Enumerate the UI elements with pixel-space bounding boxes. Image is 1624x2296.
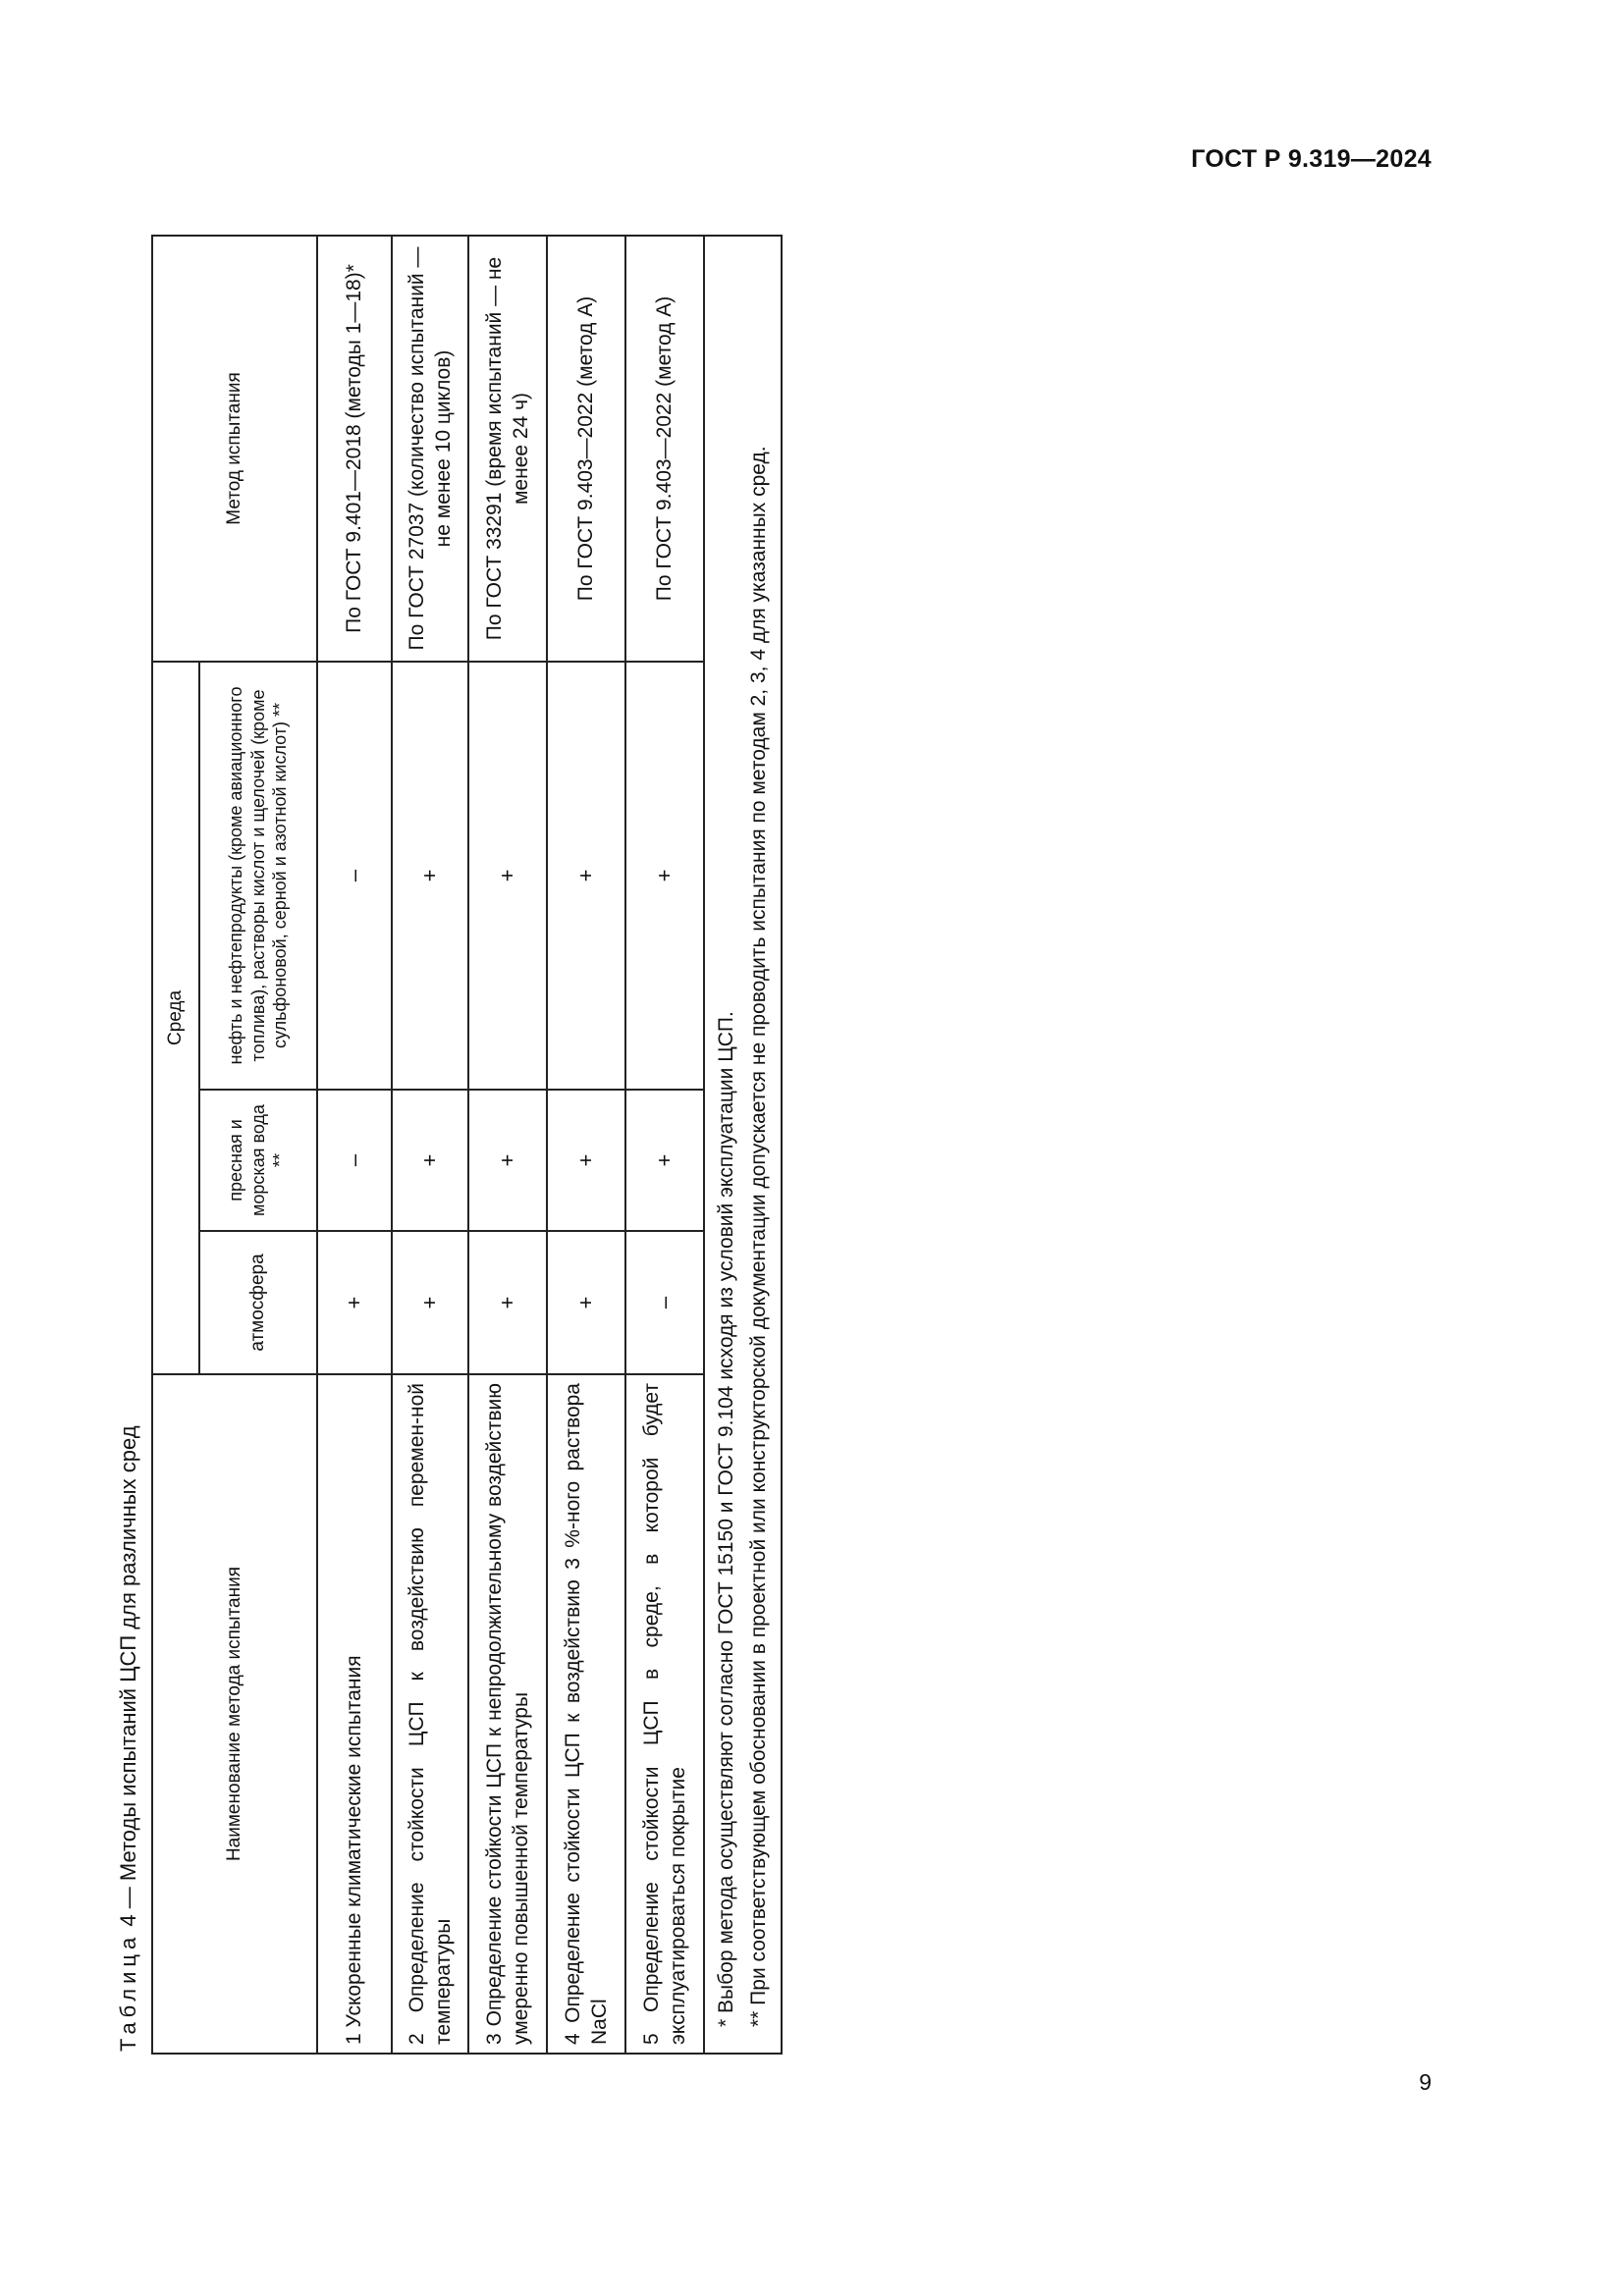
rotated-table-block bbox=[108, 4, 815, 2071]
footnote-2: ** При соответствующем обосновании в проектной или конструкторской документации допускается не проводить испытания по методам 2, 3, 4 для указанных сред. bbox=[746, 446, 770, 2027]
cell-oil: + bbox=[468, 662, 547, 1090]
cell-water: – bbox=[317, 1090, 392, 1231]
methods-table bbox=[151, 235, 783, 2055]
cell-water: + bbox=[547, 1090, 625, 1231]
header-environment: Среда bbox=[152, 662, 199, 1374]
page-number: 9 bbox=[1419, 2069, 1432, 2095]
cell-method-name: 3 Определение стойкости ЦСП к непродолжительному воздействию умеренно повышенной температуры bbox=[468, 1374, 547, 2054]
cell-atmosphere: – bbox=[625, 1231, 704, 1374]
cell-test-method: По ГОСТ 27037 (количество испытаний — не менее 10 циклов) bbox=[392, 236, 468, 662]
caption-label: Таблица bbox=[116, 1932, 140, 2052]
cell-atmosphere: + bbox=[468, 1231, 547, 1374]
table-notes bbox=[704, 236, 782, 2054]
header-method-name: Наименование метода испытания bbox=[152, 1374, 317, 2054]
cell-oil: + bbox=[392, 662, 468, 1090]
cell-oil: + bbox=[625, 662, 704, 1090]
cell-test-method: По ГОСТ 9.403—2022 (метод А) bbox=[547, 236, 625, 662]
footnote-1: * Выбор метода осуществляют согласно ГОСТ 15150 и ГОСТ 9.104 исходя из условий эксплуатации ЦСП. bbox=[715, 1011, 737, 2027]
cell-method-name: 5 Определение стойкости ЦСП в среде, в которой будет эксплуатироваться покрытие bbox=[625, 1374, 704, 2054]
table-row bbox=[468, 236, 547, 2054]
cell-oil: + bbox=[547, 662, 625, 1090]
cell-method-name: 1 Ускоренные климатические испытания bbox=[317, 1374, 392, 2054]
cell-test-method: По ГОСТ 9.401—2018 (методы 1—18)* bbox=[317, 236, 392, 662]
header-water: пресная и морская вода ** bbox=[199, 1090, 317, 1231]
table-row bbox=[625, 236, 704, 2054]
table-row bbox=[547, 236, 625, 2054]
cell-test-method: По ГОСТ 9.403—2022 (метод А) bbox=[625, 236, 704, 662]
table-row bbox=[392, 236, 468, 2054]
cell-water: + bbox=[392, 1090, 468, 1231]
document-code: ГОСТ Р 9.319—2024 bbox=[1191, 145, 1432, 173]
cell-method-name: 4 Определение стойкости ЦСП к воздействию 3 %-ного раствора NaCl bbox=[547, 1374, 625, 2054]
cell-water: + bbox=[625, 1090, 704, 1231]
caption-number: 4 bbox=[116, 1914, 140, 1927]
cell-water: + bbox=[468, 1090, 547, 1231]
table-caption bbox=[116, 1425, 141, 2052]
header-test-method: Метод испытания bbox=[152, 236, 317, 662]
cell-atmosphere: + bbox=[317, 1231, 392, 1374]
cell-method-name: 2 Определение стойкости ЦСП к воздействию перемен-ной температуры bbox=[392, 1374, 468, 2054]
header-oil: нефть и нефтепродукты (кроме авиационного топлива), растворы кислот и щелочей (кроме сульфоновой, серной и азотной кислот) ** bbox=[199, 662, 317, 1090]
caption-title: — Методы испытаний ЦСП для различных сред bbox=[116, 1425, 140, 1915]
cell-atmosphere: + bbox=[392, 1231, 468, 1374]
cell-atmosphere: + bbox=[547, 1231, 625, 1374]
cell-oil: – bbox=[317, 662, 392, 1090]
header-atmosphere: атмосфера bbox=[199, 1231, 317, 1374]
table-row bbox=[317, 236, 392, 2054]
notes-row bbox=[704, 236, 782, 2054]
cell-test-method: По ГОСТ 33291 (время испытаний — не менее 24 ч) bbox=[468, 236, 547, 662]
